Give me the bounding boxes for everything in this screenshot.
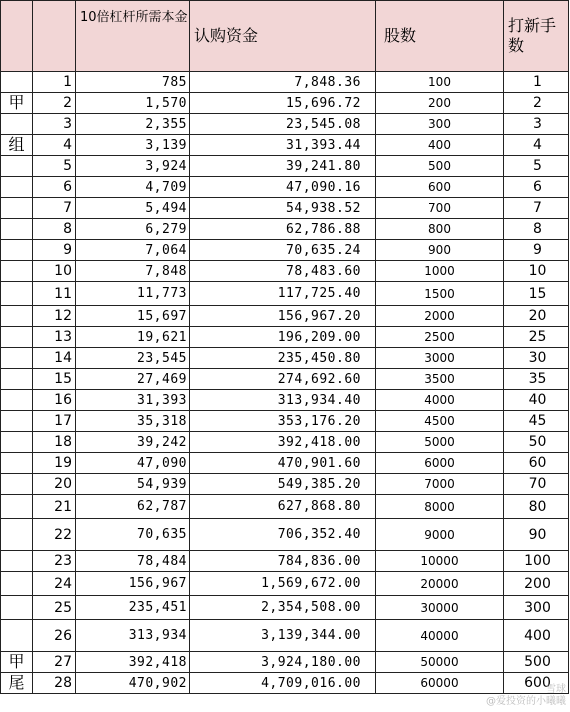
subscription-amount-cell: 70,635.24 bbox=[190, 240, 376, 261]
table-row bbox=[1, 519, 569, 551]
lots-cell: 50 bbox=[504, 432, 569, 453]
leverage-principal-cell: 27,469 bbox=[76, 369, 190, 390]
group-cell: 尾 bbox=[1, 673, 33, 694]
index-cell: 11 bbox=[33, 282, 76, 306]
shares-cell: 7000 bbox=[376, 474, 504, 495]
shares-cell: 400 bbox=[376, 135, 504, 156]
group-cell bbox=[1, 411, 33, 432]
index-cell: 13 bbox=[33, 327, 76, 348]
table-row bbox=[1, 135, 569, 156]
subscription-amount-cell: 2,354,508.00 bbox=[190, 596, 376, 620]
shares-cell: 200 bbox=[376, 93, 504, 114]
shares-cell: 4500 bbox=[376, 411, 504, 432]
index-cell: 8 bbox=[33, 219, 76, 240]
lots-cell: 30 bbox=[504, 348, 569, 369]
subscription-amount-cell: 313,934.40 bbox=[190, 390, 376, 411]
index-cell: 16 bbox=[33, 390, 76, 411]
subscription-amount-header: 认购资金 bbox=[190, 1, 376, 72]
shares-cell: 2000 bbox=[376, 306, 504, 327]
subscription-amount-cell: 3,139,344.00 bbox=[190, 620, 376, 652]
leverage-principal-cell: 39,242 bbox=[76, 432, 190, 453]
lots-cell: 90 bbox=[504, 519, 569, 551]
subscription-amount-cell: 392,418.00 bbox=[190, 432, 376, 453]
index-cell: 25 bbox=[33, 596, 76, 620]
leverage-principal-header: 10倍杠杆所需本金 bbox=[76, 1, 190, 72]
leverage-principal-cell: 156,967 bbox=[76, 572, 190, 596]
leverage-principal-cell: 5,494 bbox=[76, 198, 190, 219]
group-cell bbox=[1, 390, 33, 411]
subscription-amount-cell: 31,393.44 bbox=[190, 135, 376, 156]
subscription-amount-cell: 784,836.00 bbox=[190, 551, 376, 572]
shares-cell: 5000 bbox=[376, 432, 504, 453]
shares-cell: 600 bbox=[376, 177, 504, 198]
table-row bbox=[1, 327, 569, 348]
index-cell: 19 bbox=[33, 453, 76, 474]
lots-cell: 60 bbox=[504, 453, 569, 474]
table-row bbox=[1, 474, 569, 495]
leverage-principal-cell: 2,355 bbox=[76, 114, 190, 135]
index-cell: 5 bbox=[33, 156, 76, 177]
table-row bbox=[1, 93, 569, 114]
index-cell: 18 bbox=[33, 432, 76, 453]
leverage-principal-cell: 470,902 bbox=[76, 673, 190, 694]
shares-cell: 60000 bbox=[376, 673, 504, 694]
shares-cell: 1000 bbox=[376, 261, 504, 282]
group-cell bbox=[1, 551, 33, 572]
table-row bbox=[1, 390, 569, 411]
watermark bbox=[486, 684, 566, 708]
index-cell: 2 bbox=[33, 93, 76, 114]
lots-cell: 15 bbox=[504, 282, 569, 306]
index-cell: 12 bbox=[33, 306, 76, 327]
table-row bbox=[1, 348, 569, 369]
index-cell: 23 bbox=[33, 551, 76, 572]
table-row bbox=[1, 261, 569, 282]
leverage-principal-cell: 1,570 bbox=[76, 93, 190, 114]
leverage-principal-cell: 235,451 bbox=[76, 596, 190, 620]
lots-cell: 2 bbox=[504, 93, 569, 114]
lots-cell: 300 bbox=[504, 596, 569, 620]
shares-cell: 6000 bbox=[376, 453, 504, 474]
lots-cell: 7 bbox=[504, 198, 569, 219]
subscription-amount-cell: 7,848.36 bbox=[190, 72, 376, 93]
leverage-principal-cell: 392,418 bbox=[76, 652, 190, 673]
index-header bbox=[33, 1, 76, 72]
leverage-principal-cell: 23,545 bbox=[76, 348, 190, 369]
lots-cell: 70 bbox=[504, 474, 569, 495]
group-cell bbox=[1, 519, 33, 551]
group-cell bbox=[1, 348, 33, 369]
group-cell: 甲 bbox=[1, 652, 33, 673]
subscription-amount-cell: 15,696.72 bbox=[190, 93, 376, 114]
table-row bbox=[1, 596, 569, 620]
table-row bbox=[1, 306, 569, 327]
group-cell bbox=[1, 72, 33, 93]
table-row bbox=[1, 240, 569, 261]
leverage-principal-cell: 785 bbox=[76, 72, 190, 93]
group-cell bbox=[1, 432, 33, 453]
subscription-amount-cell: 470,901.60 bbox=[190, 453, 376, 474]
table-row bbox=[1, 551, 569, 572]
leverage-principal-cell: 62,787 bbox=[76, 495, 190, 519]
shares-cell: 1500 bbox=[376, 282, 504, 306]
shares-cell: 2500 bbox=[376, 327, 504, 348]
shares-cell: 9000 bbox=[376, 519, 504, 551]
lots-cell: 100 bbox=[504, 551, 569, 572]
lots-cell: 1 bbox=[504, 72, 569, 93]
table-row bbox=[1, 72, 569, 93]
group-cell bbox=[1, 453, 33, 474]
table-row bbox=[1, 282, 569, 306]
shares-cell: 30000 bbox=[376, 596, 504, 620]
leverage-principal-cell: 6,279 bbox=[76, 219, 190, 240]
index-cell: 26 bbox=[33, 620, 76, 652]
subscription-amount-cell: 4,709,016.00 bbox=[190, 673, 376, 694]
leverage-principal-cell: 4,709 bbox=[76, 177, 190, 198]
lots-cell: 20 bbox=[504, 306, 569, 327]
group-cell bbox=[1, 114, 33, 135]
shares-cell: 40000 bbox=[376, 620, 504, 652]
subscription-amount-cell: 627,868.80 bbox=[190, 495, 376, 519]
leverage-principal-cell: 3,924 bbox=[76, 156, 190, 177]
subscription-amount-cell: 549,385.20 bbox=[190, 474, 376, 495]
leverage-principal-cell: 11,773 bbox=[76, 282, 190, 306]
group-cell bbox=[1, 198, 33, 219]
subscription-amount-cell: 39,241.80 bbox=[190, 156, 376, 177]
group-cell bbox=[1, 327, 33, 348]
group-cell bbox=[1, 240, 33, 261]
table-row bbox=[1, 620, 569, 652]
lots-cell: 45 bbox=[504, 411, 569, 432]
shares-cell: 500 bbox=[376, 156, 504, 177]
lots-cell: 10 bbox=[504, 261, 569, 282]
group-cell: 组 bbox=[1, 135, 33, 156]
lots-cell: 25 bbox=[504, 327, 569, 348]
lots-cell: 4 bbox=[504, 135, 569, 156]
subscription-amount-cell: 274,692.60 bbox=[190, 369, 376, 390]
shares-cell: 10000 bbox=[376, 551, 504, 572]
group-cell bbox=[1, 369, 33, 390]
leverage-principal-cell: 47,090 bbox=[76, 453, 190, 474]
header-row bbox=[1, 1, 569, 72]
subscription-amount-cell: 47,090.16 bbox=[190, 177, 376, 198]
index-cell: 4 bbox=[33, 135, 76, 156]
leverage-principal-cell: 7,848 bbox=[76, 261, 190, 282]
leverage-principal-cell: 31,393 bbox=[76, 390, 190, 411]
table-row bbox=[1, 177, 569, 198]
lots-cell: 400 bbox=[504, 620, 569, 652]
group-cell bbox=[1, 177, 33, 198]
index-cell: 14 bbox=[33, 348, 76, 369]
group-cell bbox=[1, 572, 33, 596]
index-cell: 7 bbox=[33, 198, 76, 219]
watermark-handle: @爱投资的小曦曦 bbox=[486, 696, 566, 707]
group-cell bbox=[1, 282, 33, 306]
table-row bbox=[1, 198, 569, 219]
watermark-brand: 雪球 bbox=[546, 684, 566, 695]
subscription-amount-cell: 62,786.88 bbox=[190, 219, 376, 240]
index-cell: 6 bbox=[33, 177, 76, 198]
leverage-principal-cell: 35,318 bbox=[76, 411, 190, 432]
group-cell: 甲 bbox=[1, 93, 33, 114]
subscription-amount-cell: 3,924,180.00 bbox=[190, 652, 376, 673]
group-cell bbox=[1, 620, 33, 652]
group-cell bbox=[1, 596, 33, 620]
subscription-amount-cell: 78,483.60 bbox=[190, 261, 376, 282]
leverage-principal-cell: 7,064 bbox=[76, 240, 190, 261]
subscription-amount-cell: 23,545.08 bbox=[190, 114, 376, 135]
lots-cell: 9 bbox=[504, 240, 569, 261]
shares-cell: 8000 bbox=[376, 495, 504, 519]
leverage-principal-cell: 15,697 bbox=[76, 306, 190, 327]
table-row bbox=[1, 432, 569, 453]
table-row bbox=[1, 369, 569, 390]
group-cell bbox=[1, 474, 33, 495]
leverage-principal-cell: 3,139 bbox=[76, 135, 190, 156]
table-row bbox=[1, 495, 569, 519]
subscription-amount-cell: 1,569,672.00 bbox=[190, 572, 376, 596]
index-cell: 1 bbox=[33, 72, 76, 93]
index-cell: 10 bbox=[33, 261, 76, 282]
subscription-amount-cell: 156,967.20 bbox=[190, 306, 376, 327]
leverage-principal-cell: 54,939 bbox=[76, 474, 190, 495]
group-cell bbox=[1, 156, 33, 177]
index-cell: 27 bbox=[33, 652, 76, 673]
subscription-amount-cell: 706,352.40 bbox=[190, 519, 376, 551]
lots-cell: 600 bbox=[504, 673, 569, 694]
leverage-principal-cell: 70,635 bbox=[76, 519, 190, 551]
shares-cell: 100 bbox=[376, 72, 504, 93]
subscription-amount-cell: 117,725.40 bbox=[190, 282, 376, 306]
index-cell: 28 bbox=[33, 673, 76, 694]
shares-cell: 700 bbox=[376, 198, 504, 219]
table-row bbox=[1, 114, 569, 135]
table-row bbox=[1, 673, 569, 694]
group-cell bbox=[1, 261, 33, 282]
shares-cell: 3000 bbox=[376, 348, 504, 369]
group-header bbox=[1, 1, 33, 72]
table-row bbox=[1, 219, 569, 240]
table-row bbox=[1, 411, 569, 432]
lots-cell: 8 bbox=[504, 219, 569, 240]
index-cell: 15 bbox=[33, 369, 76, 390]
lots-cell: 3 bbox=[504, 114, 569, 135]
group-cell bbox=[1, 219, 33, 240]
subscription-amount-cell: 353,176.20 bbox=[190, 411, 376, 432]
leverage-principal-cell: 78,484 bbox=[76, 551, 190, 572]
index-cell: 24 bbox=[33, 572, 76, 596]
group-cell bbox=[1, 495, 33, 519]
group-cell bbox=[1, 306, 33, 327]
shares-cell: 4000 bbox=[376, 390, 504, 411]
subscription-amount-cell: 54,938.52 bbox=[190, 198, 376, 219]
lots-cell: 40 bbox=[504, 390, 569, 411]
table-row bbox=[1, 652, 569, 673]
table-row bbox=[1, 453, 569, 474]
table-row bbox=[1, 572, 569, 596]
subscription-amount-cell: 235,450.80 bbox=[190, 348, 376, 369]
shares-cell: 800 bbox=[376, 219, 504, 240]
shares-cell: 3500 bbox=[376, 369, 504, 390]
leverage-principal-cell: 19,621 bbox=[76, 327, 190, 348]
subscription-amount-cell: 196,209.00 bbox=[190, 327, 376, 348]
index-cell: 9 bbox=[33, 240, 76, 261]
shares-cell: 20000 bbox=[376, 572, 504, 596]
lots-header: 打新手数 bbox=[504, 1, 569, 72]
index-cell: 3 bbox=[33, 114, 76, 135]
index-cell: 21 bbox=[33, 495, 76, 519]
index-cell: 20 bbox=[33, 474, 76, 495]
lots-cell: 80 bbox=[504, 495, 569, 519]
shares-cell: 900 bbox=[376, 240, 504, 261]
lots-cell: 35 bbox=[504, 369, 569, 390]
shares-cell: 300 bbox=[376, 114, 504, 135]
shares-header: 股数 bbox=[376, 1, 504, 72]
lots-cell: 6 bbox=[504, 177, 569, 198]
index-cell: 22 bbox=[33, 519, 76, 551]
index-cell: 17 bbox=[33, 411, 76, 432]
lots-cell: 200 bbox=[504, 572, 569, 596]
leverage-principal-cell: 313,934 bbox=[76, 620, 190, 652]
lots-cell: 500 bbox=[504, 652, 569, 673]
table-row bbox=[1, 156, 569, 177]
lots-cell: 5 bbox=[504, 156, 569, 177]
shares-cell: 50000 bbox=[376, 652, 504, 673]
